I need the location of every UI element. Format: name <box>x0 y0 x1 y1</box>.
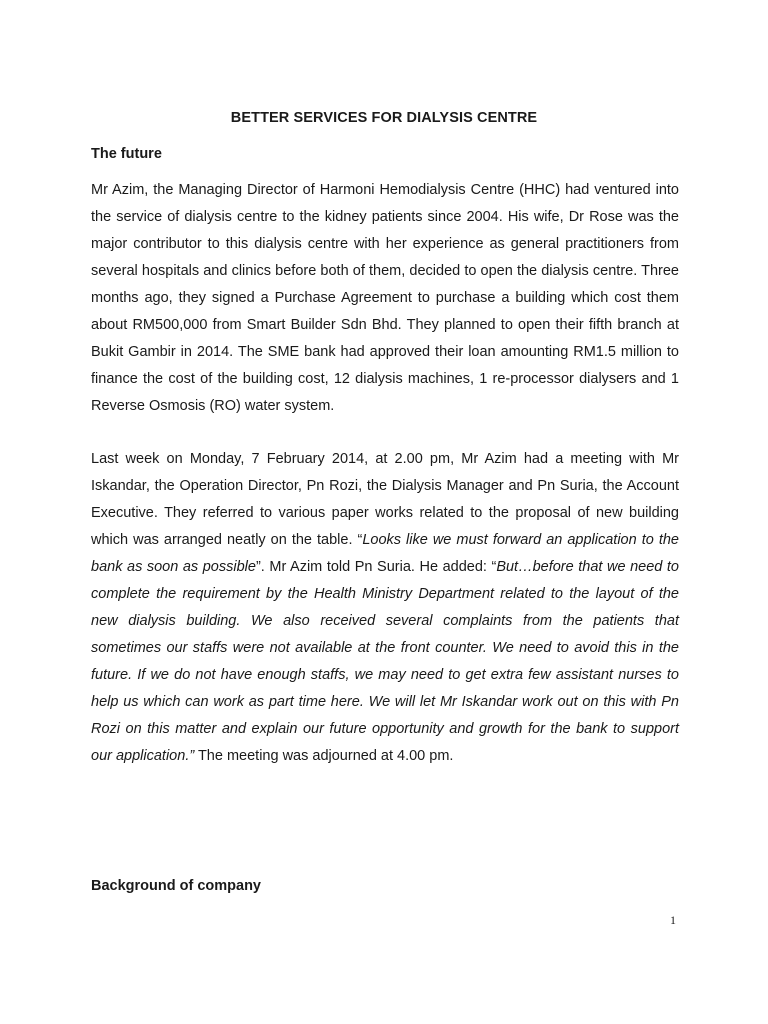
meeting-mid-text: ”. Mr Azim told Pn Suria. He added: “ <box>255 559 497 575</box>
meeting-quote-2: But…before that we need to complete the requirement by the Health Ministry Department related to the layout of the new dialysis building. We also received several complaints from the patients that sometimes our staffs were not available at the front counter. We need to avoid this in the future. If we do not have enough staffs, we may need to get extra few assistant nurses to help us which can work as part time here. We will let Mr Iskandar work out on this with Pn Rozi on this matter and explain our future opportunity and growth for the bank to support our application.” <box>91 559 679 764</box>
document-title: BETTER SERVICES FOR DIALYSIS CENTRE <box>230 110 538 126</box>
section-heading-background: Background of company <box>91 878 261 894</box>
meeting-quote-1: Looks like we must forward an application to the bank as soon as possible <box>91 532 679 575</box>
meeting-tail-text: The meeting was adjourned at 4.00 pm. <box>194 748 454 764</box>
paragraph-intro: Mr Azim, the Managing Director of Harmoni Hemodialysis Centre (HHC) had ventured into the service of dialysis centre to the kidney patients since 2004. His wife, Dr Rose was the major contributor to this dialysis centre with her experience as general practitioners from several hospitals and clinics before both of them, decided to open the dialysis centre. Three months ago, they signed a Purchase Agreement to purchase a building which cost them about RM500,000 from Smart Builder Sdn Bhd. They planned to open their fifth branch at Bukit Gambir in 2014. The SME bank had approved their loan amounting RM1.5 million to finance the cost of the building cost, 12 dialysis machines, 1 re-processor dialysers and 1 Reverse Osmosis (RO) water system. <box>91 182 679 414</box>
section-heading-the-future: The future <box>91 146 162 162</box>
meeting-lead-text: Last week on Monday, 7 February 2014, at 2.00 pm, Mr Azim had a meeting with Mr Iskandar, the Operation Director, Pn Rozi, the Dialysis Manager and Pn Suria, the Account Executive. They referred to various paper works related to the proposal of new building which was arranged neatly on the table. “ <box>91 451 679 548</box>
page-number: 1 <box>670 913 676 927</box>
paragraph-meeting <box>91 446 679 770</box>
